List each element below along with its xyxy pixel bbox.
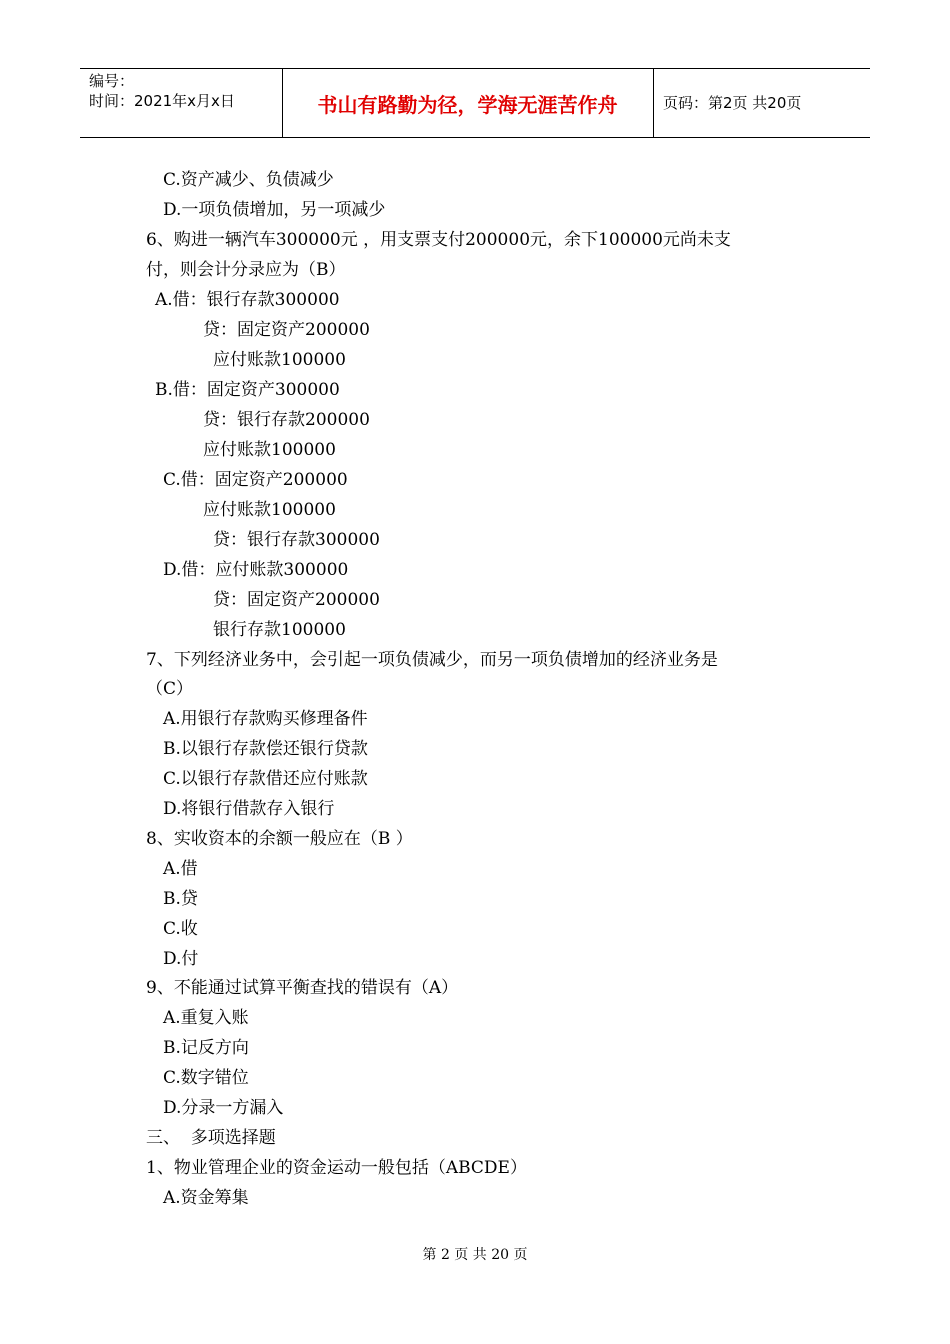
option-line: C.借：固定资产200000: [163, 470, 348, 490]
option-line: C.数字错位: [163, 1068, 249, 1088]
entry-line: 应付账款100000: [203, 500, 336, 520]
text-line: C.资产减少、负债减少: [163, 170, 334, 190]
question-line: 7、下列经济业务中，会引起一项负债减少，而另一项负债增加的经济业务是: [146, 650, 718, 670]
option-line: B.以银行存款偿还银行贷款: [163, 739, 368, 759]
option-line: B.记反方向: [163, 1038, 249, 1058]
option-line: A.资金筹集: [163, 1188, 249, 1208]
document-date-label: 时间：2021年x月x日: [89, 92, 235, 110]
option-line: A.用银行存款购买修理备件: [163, 709, 368, 729]
option-line: A.借: [163, 859, 198, 879]
entry-line: 银行存款100000: [213, 620, 346, 640]
question-line: 1、物业管理企业的资金运动一般包括（ABCDE）: [146, 1158, 527, 1178]
option-line: D.付: [163, 949, 199, 969]
document-code-label: 编号：: [89, 72, 135, 90]
header-left-cell: [80, 69, 283, 137]
question-line: 6、购进一辆汽车300000元 ，用支票支付200000元，余下100000元尚未支: [146, 230, 731, 250]
entry-line: 贷：固定资产200000: [213, 590, 380, 610]
section-heading: 三、 多项选择题: [146, 1128, 276, 1148]
header-page-label: 页码：第2页 共20页: [663, 94, 802, 112]
option-line: D.将银行借款存入银行: [163, 799, 335, 819]
option-line: D.分录一方漏入: [163, 1098, 284, 1118]
entry-line: 应付账款100000: [213, 350, 346, 370]
question-line: 8、实收资本的余额一般应在（B ）: [146, 829, 413, 849]
text-line: D.一项负债增加，另一项减少: [163, 200, 386, 220]
header-right-cell: [653, 69, 870, 137]
entry-line: 应付账款100000: [203, 440, 336, 460]
option-line: C.收: [163, 919, 198, 939]
option-line: A.重复入账: [163, 1008, 249, 1028]
question-line: （C）: [146, 679, 194, 699]
header-motto: 书山有路勤为径，学海无涯苦作舟: [317, 93, 618, 117]
option-line: C.以银行存款借还应付账款: [163, 769, 368, 789]
entry-line: 贷：银行存款200000: [203, 410, 370, 430]
header-middle-cell: [282, 69, 654, 137]
option-line: B.贷: [163, 889, 198, 909]
page-footer: 第 2 页 共 20 页: [422, 1247, 528, 1263]
option-line: B.借：固定资产300000: [155, 380, 340, 400]
option-line: A.借：银行存款300000: [155, 290, 340, 310]
entry-line: 贷：银行存款300000: [213, 530, 380, 550]
page-header: [80, 68, 870, 138]
question-line: 付，则会计分录应为（B）: [146, 260, 346, 280]
question-line: 9、不能通过试算平衡查找的错误有（A）: [146, 978, 459, 998]
entry-line: 贷：固定资产200000: [203, 320, 370, 340]
option-line: D.借：应付账款300000: [163, 560, 349, 580]
